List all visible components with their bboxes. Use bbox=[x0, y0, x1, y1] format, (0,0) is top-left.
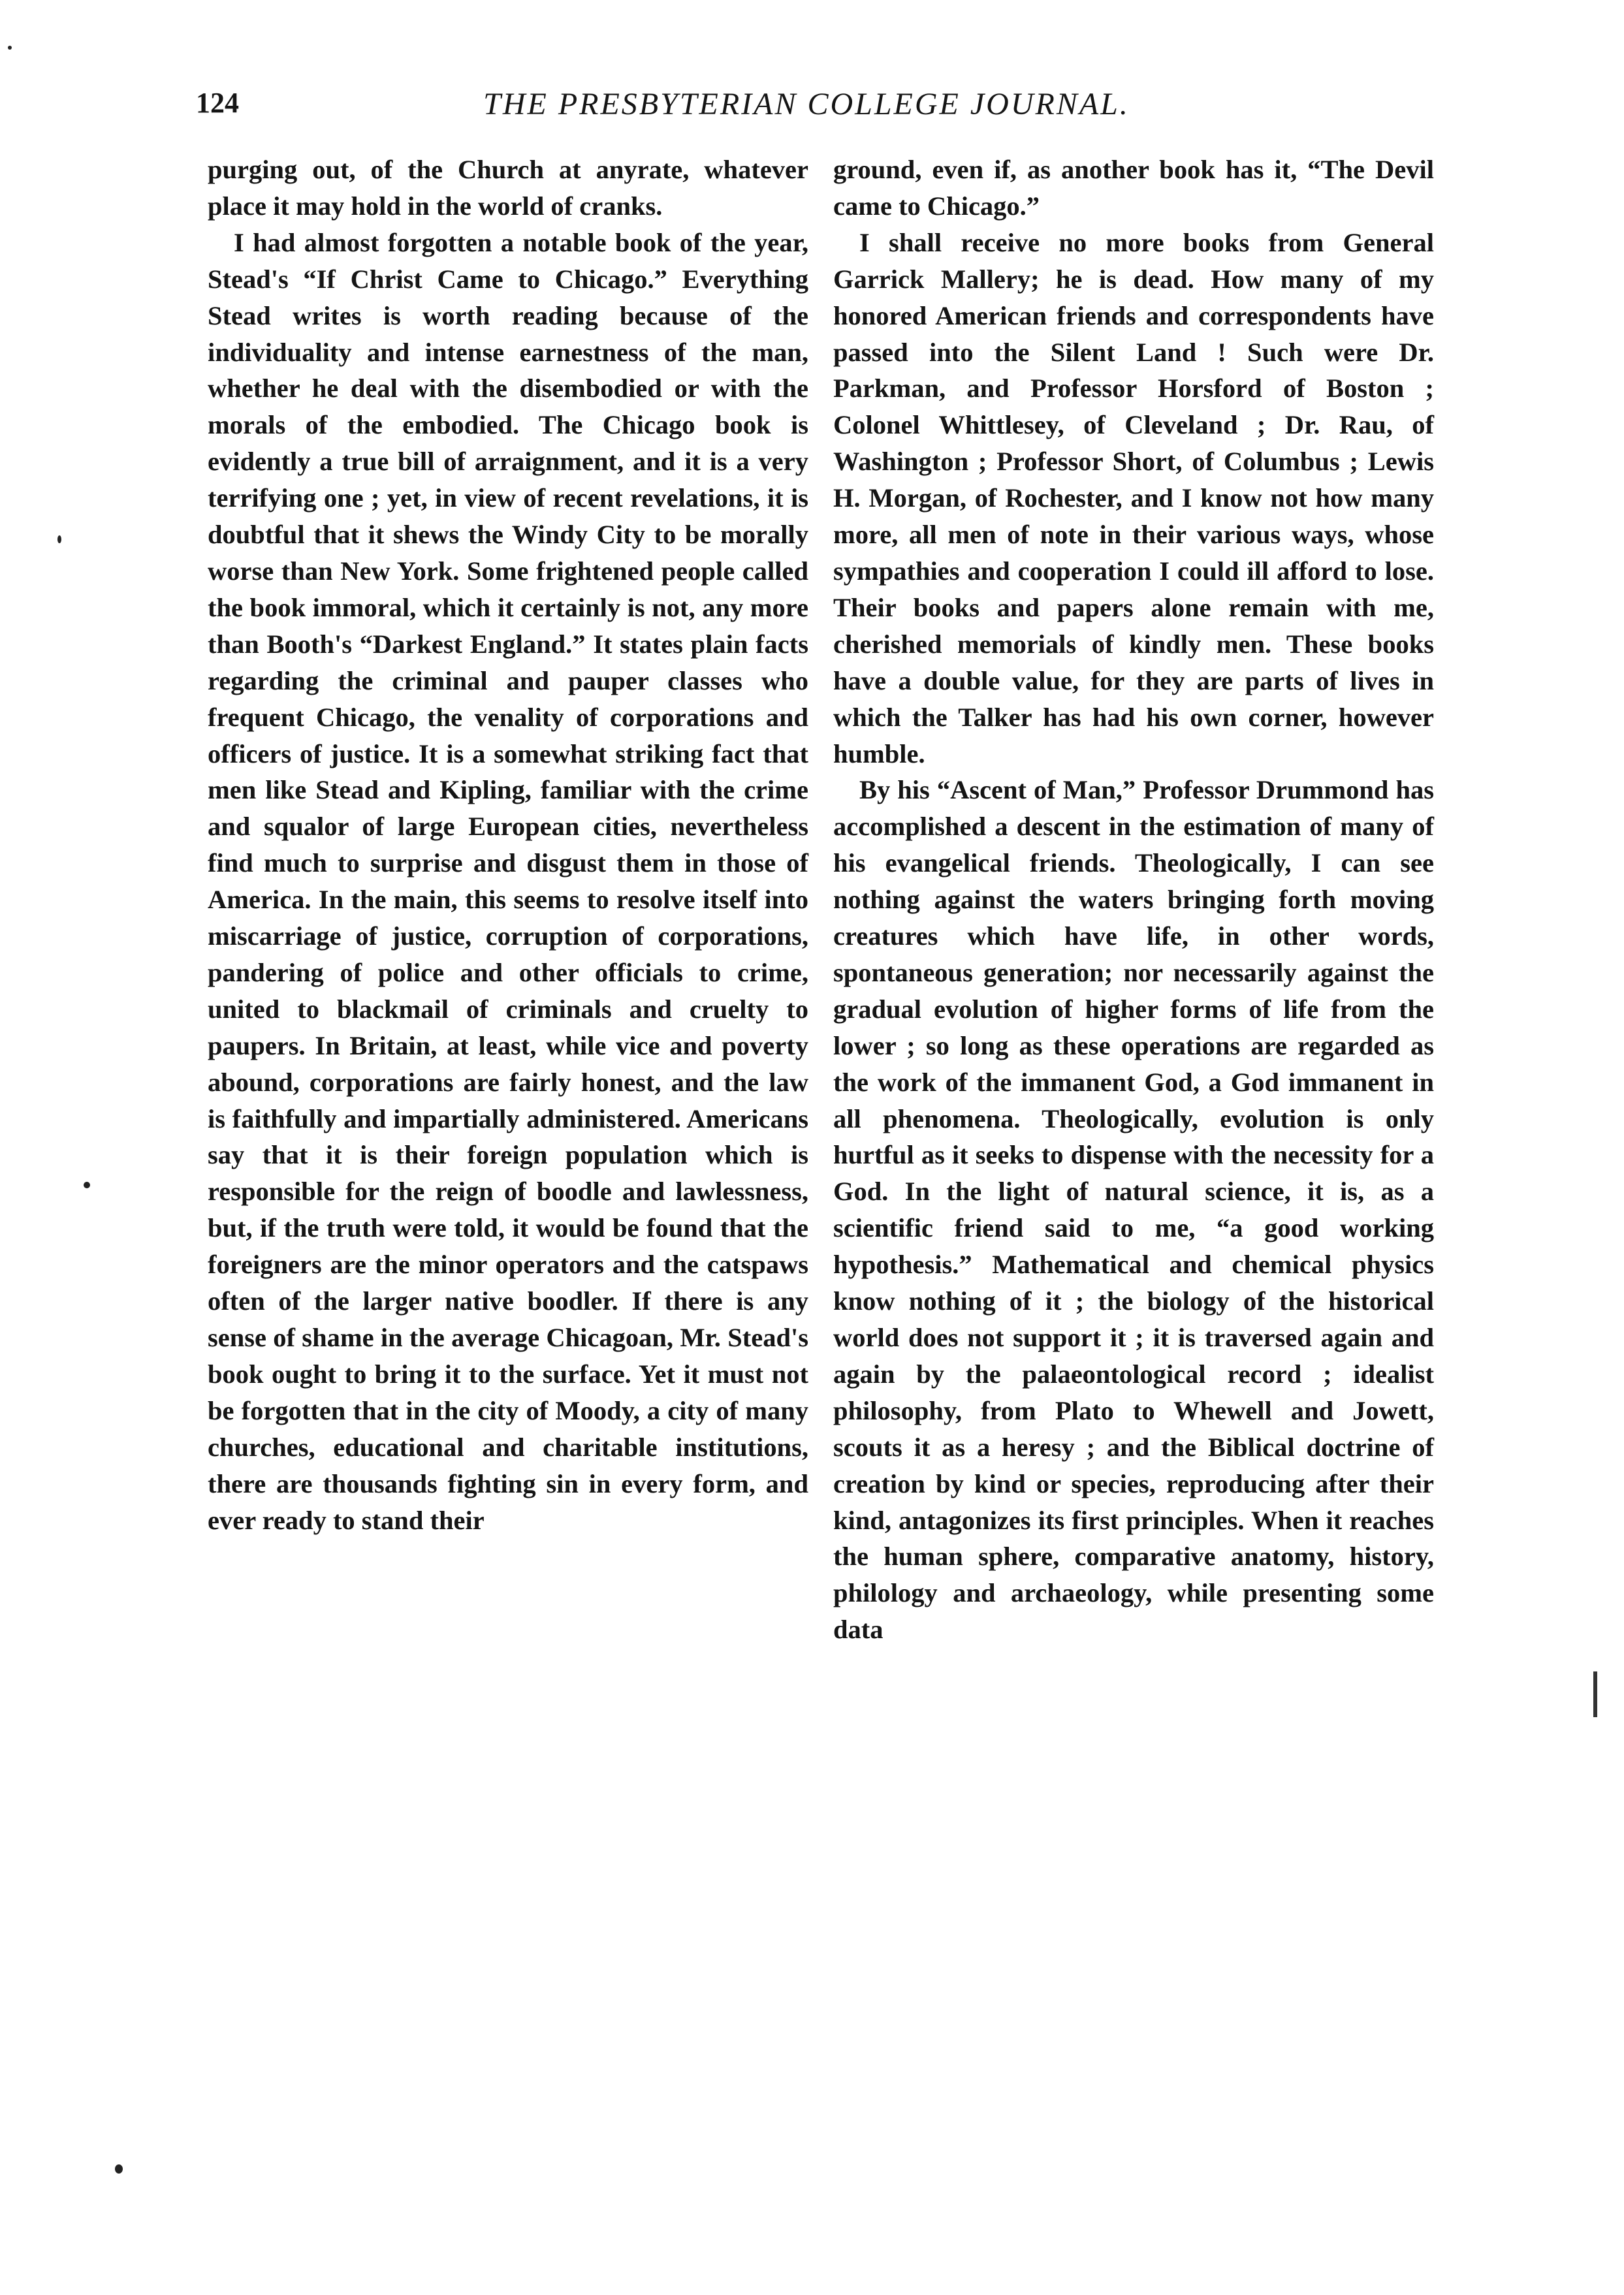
scan-speck bbox=[115, 2164, 123, 2174]
paragraph: I shall receive no more books from General Garrick Mallery; he is dead. How many of my honored American friends and correspondents have passed into the Silent Land ! Such were Dr. Parkman, and Professor Horsford of Boston ; Colonel Whittlesey, of Cleveland ; Dr. Rau, of Washington ; Professor Short, of Columbus ; Lewis H. Morgan, of Rochester, and I know not how many more, all men of note in their various ways, whose sympathies and cooperation I could ill afford to lose. Their books and papers alone remain with me, cherished memorials of kindly men. These books have a double value, for they are parts of lives in which the Talker has had his own corner, however humble. bbox=[833, 227, 1434, 768]
paragraph: I had almost forgotten a notable book of the year, Stead's “If Christ Came to Chicago.” Everything Stead writes is worth reading because of the individuality and intense earnestness of the man, whether he deal with the disembodied or with the morals of the embodied. The Chicago book is evidently a true bill of arraignment, and it is a very terrifying one ; yet, in view of recent revelations, it is doubtful that it shews the Windy City to be morally worse than New York. Some frightened people called the book immoral, which it certainly is not, any more than Booth's “Darkest England.” It states plain facts regarding the criminal and pauper classes who frequent Chicago, the venality of corporations and officers of justice. It is a somewhat striking fact that men like Stead and Kipling, familiar with the crime and squalor of large European cities, nevertheless find much to surprise and disgust them in those of America. In the main, this seems to resolve itself into miscarriage of justice, corruption of corporations, pandering of police and other officials to crime, united to blackmail of criminals and cruelty to paupers. In Britain, at least, while vice and poverty abound, corporations are fairly honest, and the law is faithfully and impartially administered. Americans say that it is their foreign population which is responsible for the reign of boodle and lawlessness, but, if the truth were told, it would be found that the foreigners are the minor operators and the catspaws often of the larger native boodler. If there is any sense of shame in the average Chicagoan, Mr. Stead's book ought to bring it to the surface. Yet it must not be forgotten that in the city of Moody, a city of many churches, educational and charitable institutions, there are thousands fighting sin in every form, and ever ready to stand their bbox=[208, 227, 808, 1535]
paragraph: ground, even if, as another book has it, “The Devil came to Chicago.” bbox=[833, 155, 1434, 221]
scan-speck bbox=[8, 46, 12, 50]
journal-title: THE PRESBYTERIAN COLLEGE JOURNAL. bbox=[483, 87, 1130, 121]
scan-speck bbox=[57, 535, 61, 543]
running-header bbox=[196, 86, 1417, 138]
scan-speck bbox=[84, 1182, 90, 1188]
right-column bbox=[833, 151, 1434, 1648]
left-column bbox=[208, 151, 808, 1538]
page-number: 124 bbox=[196, 87, 239, 119]
margin-mark bbox=[1593, 1671, 1597, 1717]
paragraph: By his “Ascent of Man,” Professor Drummond has accomplished a descent in the estimation of many of his evangelical friends. Theologically, I can see nothing against the waters bringing forth moving creatures which have life, in other words, spontaneous generation; nor necessarily against the gradual evolution of higher forms of life from the lower ; so long as these operations are regarded as the work of the immanent God, a God immanent in all phenomena. Theologically, evolution is only hurtful as it seeks to dispense with the necessity for a God. In the light of natural science, it is, as a scientific friend said to me, “a good working hypothesis.” Mathematical and chemical physics know nothing of it ; the biology of the historical world does not support it ; it is traversed again and again by the palaeontological record ; idealist philosophy, from Plato to Whewell and Jowett, scouts it as a heresy ; and the Biblical doctrine of creation by kind or species, reproducing after their kind, antagonizes its first principles. When it reaches the human sphere, comparative anatomy, history, philology and archaeology, while presenting some data bbox=[833, 775, 1434, 1645]
paragraph: purging out, of the Church at anyrate, whatever place it may hold in the world of cranks. bbox=[208, 155, 808, 221]
